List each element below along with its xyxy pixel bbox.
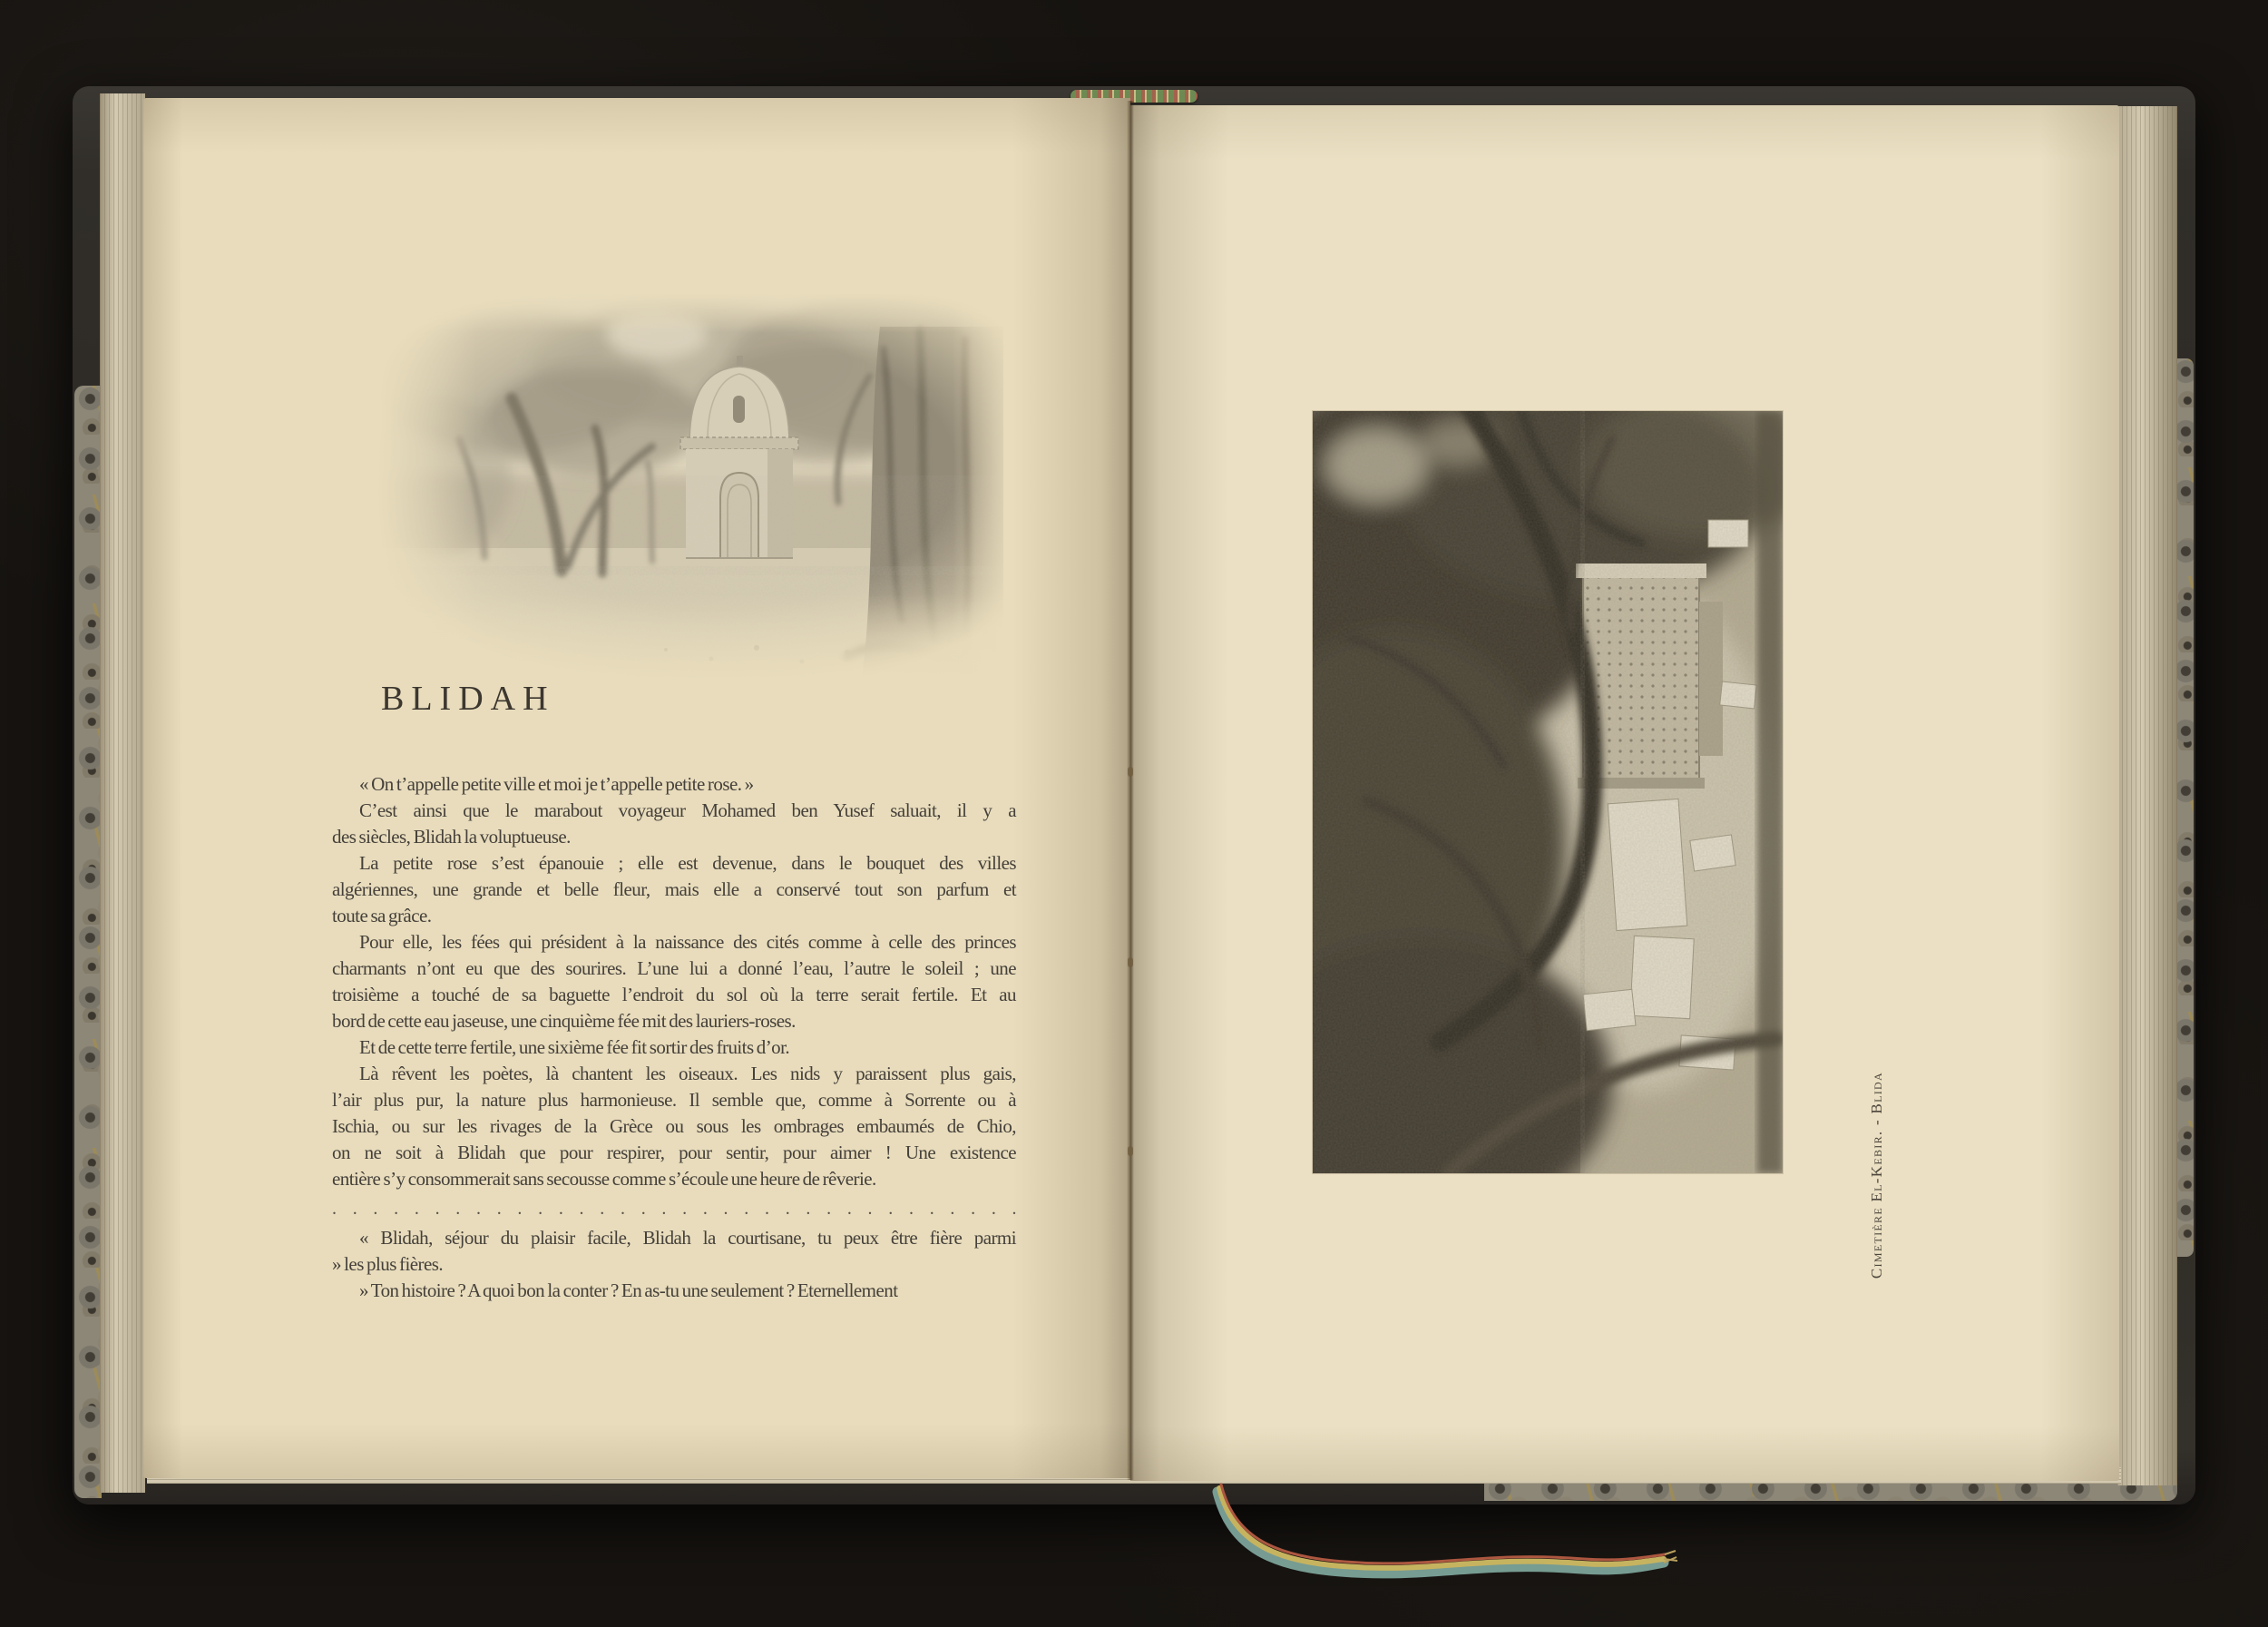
- paragraph: [332, 798, 1016, 850]
- text-line: algériennes, une grande et belle fleur, mais elle a conservé tout son parfum et: [332, 878, 1016, 900]
- page-title: BLIDAH: [381, 680, 555, 718]
- body-text-column: [332, 771, 1016, 1304]
- text-line: » Ton histoire ? A quoi bon la conter ? En as-tu une seulement ? Eternellement: [359, 1279, 898, 1301]
- page-fore-edge-right: [2117, 106, 2177, 1485]
- text-line: « Blidah, séjour du plaisir facile, Blidah la courtisane, tu peux être fière parmi: [359, 1227, 1016, 1249]
- text-line: C’est ainsi que le marabout voyageur Mohamed ben Yusef saluait, il y a: [359, 799, 1016, 821]
- paragraph: [332, 1034, 1016, 1061]
- text-line: entière s’y consommerait sans secousse comme s’écoule une heure de rêverie.: [332, 1168, 876, 1190]
- text-line: l’air plus pur, la nature plus harmonieuse. Il semble que, comme à Sorrente ou à: [332, 1089, 1016, 1111]
- text-line: « On t’appelle petite ville et moi je t’appelle petite rose. »: [359, 773, 754, 795]
- paragraph: [332, 1225, 1016, 1278]
- text-line: on ne soit à Blidah que pour respirer, pour sentir, pour aimer ! Une existence: [332, 1142, 1016, 1163]
- stitch-knot: [1128, 767, 1133, 777]
- text-line: des siècles, Blidah la voluptueuse.: [332, 826, 571, 848]
- paragraph: [332, 771, 1016, 798]
- right-page: [1130, 105, 2119, 1481]
- book-gutter: [1127, 101, 1134, 1480]
- page-fore-edge-left: [100, 93, 145, 1493]
- text-line: Là rêvent les poètes, là chantent les oiseaux. Les nids y paraissent plus gais,: [359, 1063, 1016, 1084]
- photo-caption-rotated: [1865, 1071, 1889, 1279]
- stitch-knot: [1128, 957, 1133, 967]
- text-line: bord de cette eau jaseuse, une cinquième fée mit des lauriers-roses.: [332, 1010, 796, 1032]
- text-line: charmants n’ont eu que des sourires. L’une lui a donné l’eau, l’autre le soleil ; une: [332, 957, 1016, 979]
- paragraph: [332, 929, 1016, 1034]
- photo-caption-text: Cimetière El-Kebir. - Blida: [1868, 1071, 1885, 1279]
- left-page: [143, 98, 1130, 1478]
- text-line: Et de cette terre fertile, une sixième fée fit sortir des fruits d’or.: [359, 1036, 790, 1058]
- text-line: Pour elle, les fées qui président à la naissance des cités comme à celle des princes: [359, 931, 1016, 953]
- text-line: » les plus fières.: [332, 1253, 444, 1275]
- marbled-cover-edge-left: [74, 386, 102, 1498]
- paragraph: [332, 1061, 1016, 1192]
- text-line: toute sa grâce.: [332, 905, 432, 926]
- paragraph: [332, 850, 1016, 929]
- right-photo-cemetery-el-kebir: [1313, 411, 1783, 1173]
- left-photo-marabout-shrine: [376, 294, 1003, 679]
- dotted-separator: . . . . . . . . . . . . . . . . . . . . . . . . . . . . . . . . . .: [332, 1199, 1016, 1219]
- text-line: troisième a touché de sa baguette l’endroit du sol où la terre serait fertile. Et au: [332, 984, 1016, 1005]
- ribbon-bookmark: [1205, 1483, 1686, 1619]
- paragraph: [332, 1278, 1016, 1304]
- text-line: Ischia, ou sur les rivages de la Grèce ou sous les ombrages embaumés de Chio,: [332, 1115, 1016, 1137]
- book: [73, 86, 2195, 1504]
- stitch-knot: [1128, 1146, 1133, 1156]
- text-line: La petite rose s’est épanouie ; elle est devenue, dans le bouquet des villes: [359, 852, 1016, 874]
